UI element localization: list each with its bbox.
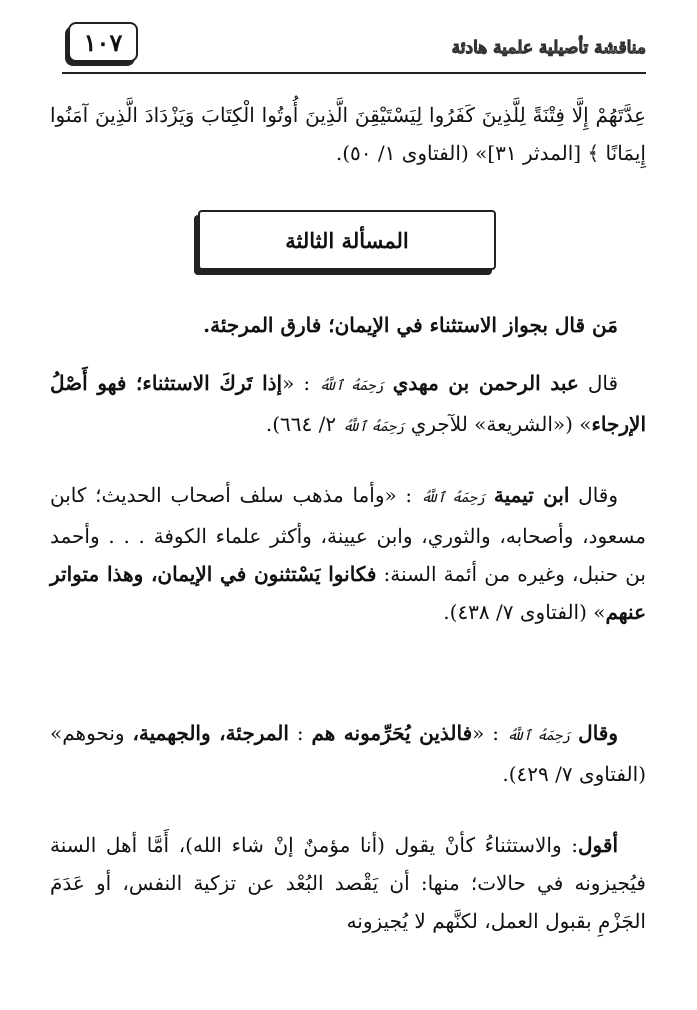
running-title: مناقشة تأصيلية علمية هادئة [451,38,646,58]
section-title: المسألة الثالثة [285,227,409,253]
quote-open: : « [472,721,500,745]
quote-bold: فكانوا يَسْتثنون في الإيمان، وهذا متواتر عنهم [50,562,646,624]
section-heading-box [198,210,496,270]
doa-phrase: رَحِمَهُ ٱللَّهُ [420,490,486,506]
doa-phrase: رَحِمَهُ ٱللَّهُ [319,378,384,394]
doa-phrase: رَحِمَهُ ٱللَّهُ [506,728,571,744]
quran-paragraph [50,96,646,172]
intro-word: وقال [578,721,618,745]
author-comment-paragraph [50,826,646,940]
intro-word: قال [587,371,619,395]
page-number: ١٠٧ [83,27,123,57]
header-rule [62,72,646,74]
scholar-name: ابن تيمية [493,483,570,507]
quran-verse: عِدَّتَهُمْ إِلَّا فِتْنَةً لِلَّذِينَ كَفَرُوا لِيَسْتَيْقِنَ الَّذِينَ أُوتُوا الْكِتَابَ وَيَزْدَادَ الَّذِينَ آمَنُوا إِيمَانًا [50,103,646,165]
quote-bold-2: المرجئة، والجهمية، [132,721,289,745]
page-header [62,16,646,78]
page-number-box [68,22,138,62]
ibn-mahdi-paragraph [50,364,646,446]
volume-page-ref: ٢/ ٦٦٤). [265,412,337,436]
volume-page-ref: » (الفتاوى ٧/ ٤٣٨). [443,600,606,624]
quran-citation: [المدثر ٣١]» (الفتاوى ١/ ٥٠). [335,141,582,165]
quote-text: : «وأما مذهب سلف أصحاب الحديث؛ كابن مسعود، وأصحابه، والثوري، وابن عيينة، وأكثر علماء الكوفة . . . وأحمد بن حنبل، وغيره من أئمة السنة: [50,483,647,586]
quote-open: : « [282,371,311,395]
ibn-taymiyya-paragraph [50,476,646,631]
source-ref: » («الشريعة» للآجري [410,412,592,436]
colon: : [296,721,304,745]
doa-phrase-2: رَحِمَهُ ٱللَّهُ [342,419,405,435]
scholar-name: عبد الرحمن بن مهدي [392,371,579,395]
quote-bold-1: فالذين يُحَرِّمونه هم [311,721,473,745]
forbidders-paragraph [50,714,646,793]
quran-bracket: ﴾ [587,141,600,165]
quote-rest: ونحوهم» (الفتاوى ٧/ ٤٢٩). [50,721,646,786]
intro-word: وقال [578,483,618,507]
comment-label: أقول [578,833,618,857]
issue-text: مَن قال بجواز الاستثناء في الإيمان؛ فارق المرجئة. [203,313,618,337]
comment-text: : والاستثناءُ كأنْ يقول (أنا مؤمنٌ إنْ شاء الله)، أَمَّا أهل السنة فيُجيزونه في حالات؛ منها: أن يَقْصد البُعْد عن تزكية النفس، أو عَدَمَ الجَزْمِ بقبول العمل، لكنَّهم لا يُجيزونه [50,833,646,933]
issue-statement [50,306,646,344]
quote-bold: إذا تَركَ الاستثناء؛ فهو أَصْلُ الإرجاء [50,371,646,436]
